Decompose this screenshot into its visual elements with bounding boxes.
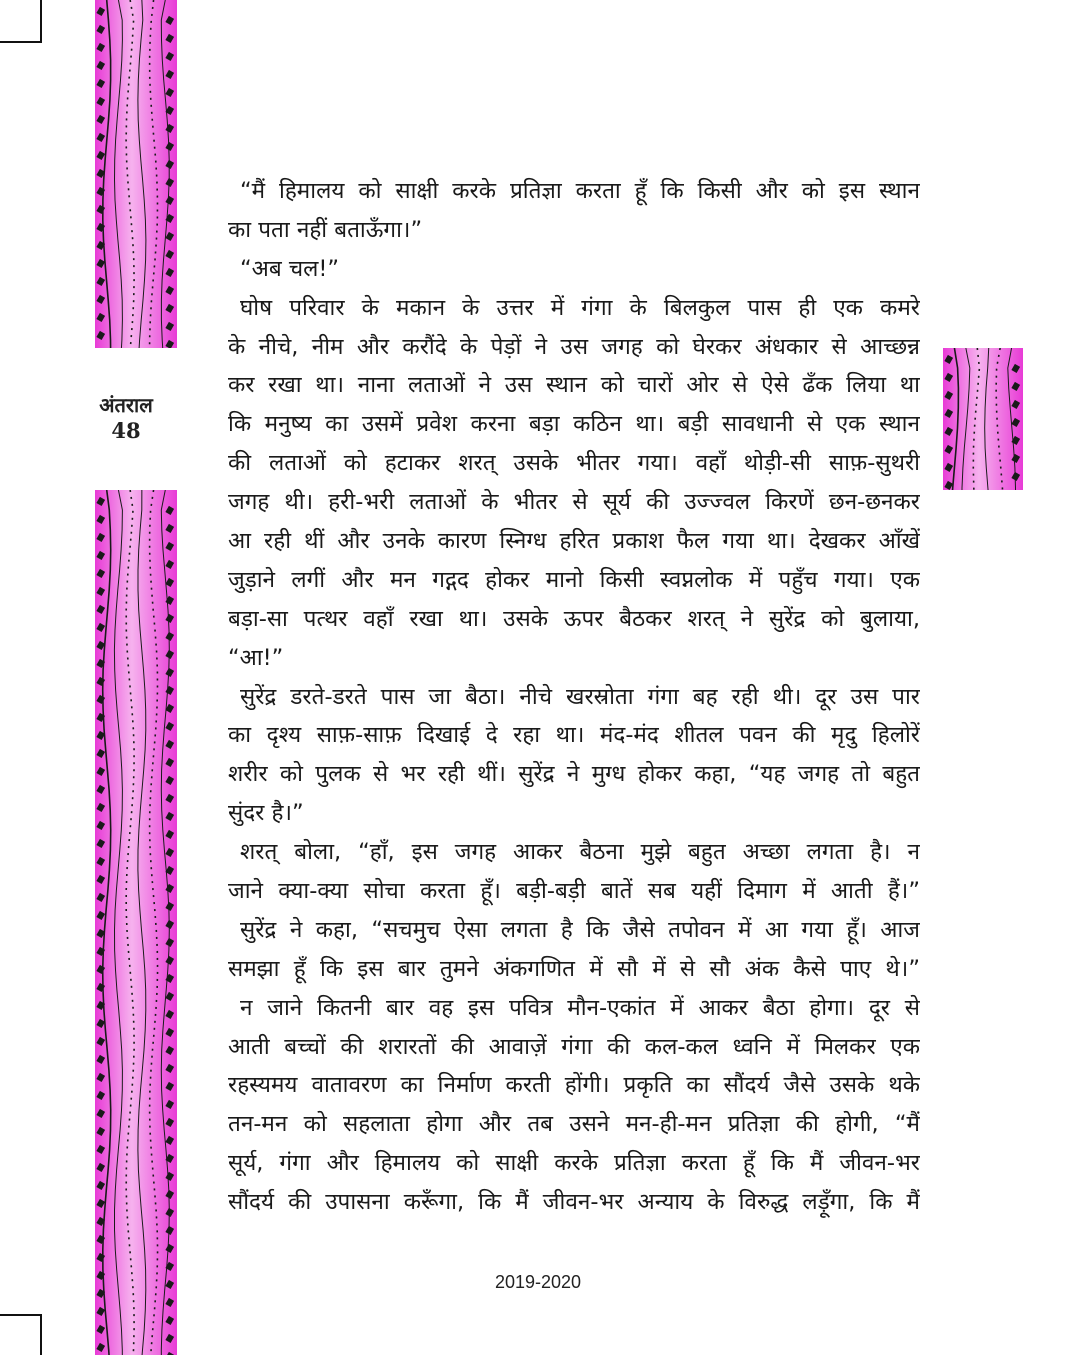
text-line: “अब चल!” [240, 255, 340, 282]
band-pattern [95, 0, 177, 348]
text-line: शरत् बोला, “हाँ, इस जगह आकर बैठना मुझे बहुत अच्छा लगता है। न [240, 839, 920, 866]
text-line: आ रही थीं और उनके कारण स्निग्ध हरित प्रकाश फैल गया था। देखकर आँखें [228, 528, 920, 555]
band-pattern [95, 490, 177, 1355]
text-line: सूर्य, गंगा और हिमालय को साक्षी करके प्रतिज्ञा करता हूँ कि मैं जीवन-भर [228, 1150, 920, 1177]
text-line: सुंदर है।” [228, 800, 304, 827]
text-line: जाने क्या-क्या सोचा करता हूँ। बड़ी-बड़ी बातें सब यहीं दिमाग में आती हैं।” [228, 878, 920, 905]
crop-mark-bottom-vertical [40, 1314, 42, 1355]
crop-mark-top-horizontal [0, 41, 42, 43]
decorative-band-bottom-left [95, 490, 177, 1355]
body-text [228, 172, 920, 1222]
text-line: “मैं हिमालय को साक्षी करके प्रतिज्ञा करता हूँ कि किसी और को इस स्थान [240, 178, 920, 204]
text-line: शरीर को पुलक से भर रही थीं। सुरेंद्र ने मुग्ध होकर कहा, “यह जगह तो बहुत [228, 761, 920, 788]
text-line: जुड़ाने लगीं और मन गद्गद होकर मानो किसी स्वप्नलोक में पहुँच गया। एक [228, 566, 920, 593]
text-line: सुरेंद्र ने कहा, “सचमुच ऐसा लगता है कि जैसे तपोवन में आ गया हूँ। आज [240, 916, 920, 943]
text-line: का पता नहीं बताऊँगा।” [228, 216, 423, 243]
text-line: जगह थी। हरी-भरी लताओं के भीतर से सूर्य की उज्ज्वल किरणें छन-छनकर [228, 489, 920, 516]
text-line: रहस्यमय वातावरण का निर्माण करती होंगी। प्रकृति का सौंदर्य जैसे उसके थके [228, 1072, 920, 1099]
section-title: अंतराल [99, 393, 153, 417]
page-number: 48 [111, 418, 141, 443]
text-line: न जाने कितनी बार वह इस पवित्र मौन-एकांत में आकर बैठा होगा। दूर से [240, 994, 920, 1021]
margin-label [86, 392, 166, 444]
text-line: घोष परिवार के मकान के उत्तर में गंगा के बिलकुल पास ही एक कमरे [240, 294, 920, 321]
text-line: की लताओं को हटाकर शरत् उसके भीतर गया। वहाँ थोड़ी-सी साफ़-सुथरी [228, 450, 920, 477]
text-line: बड़ा-सा पत्थर वहाँ रखा था। उसके ऊपर बैठकर शरत् ने सुरेंद्र को बुलाया, [228, 605, 920, 632]
text-line: कर रखा था। नाना लताओं ने उस स्थान को चारों ओर से ऐसे ढँक लिया था [228, 372, 920, 399]
text-line: “आ!” [228, 644, 284, 671]
text-line: सुरेंद्र डरते-डरते पास जा बैठा। नीचे खरस्रोता गंगा बह रही थी। दूर उस पार [240, 683, 920, 710]
footer-year: 2019-2020 [494, 1272, 582, 1292]
decorative-band-top-left [95, 0, 177, 348]
crop-mark-top-vertical [40, 0, 42, 43]
text-line: सौंदर्य की उपासना करूँगा, कि मैं जीवन-भर अन्याय के विरुद्ध लड़ूँगा, कि मैं [228, 1189, 920, 1216]
text-line: आती बच्चों की शरारतों की आवाज़ें गंगा की कल-कल ध्वनि में मिलकर एक [228, 1033, 920, 1060]
text-line: के नीचे, नीम और करौंदे के पेड़ों ने उस जगह को घेरकर अंधकार से आच्छन्न [228, 333, 920, 360]
text-line: कि मनुष्य का उसमें प्रवेश करना बड़ा कठिन था। बड़ी सावधानी से एक स्थान [228, 411, 920, 438]
text-line: समझा हूँ कि इस बार तुमने अंकगणित में सौ में से सौ अंक कैसे पाए थे।” [228, 955, 920, 982]
decorative-band-right [943, 348, 1023, 490]
text-line: का दृश्य साफ़-साफ़ दिखाई दे रहा था। मंद-मंद शीतल पवन की मृदु हिलोरें [228, 722, 920, 749]
band-pattern [943, 348, 1023, 490]
text-line: तन-मन को सहलाता होगा और तब उसने मन-ही-मन प्रतिज्ञा की होगी, “मैं [228, 1111, 920, 1138]
crop-mark-bottom-horizontal [0, 1314, 42, 1316]
